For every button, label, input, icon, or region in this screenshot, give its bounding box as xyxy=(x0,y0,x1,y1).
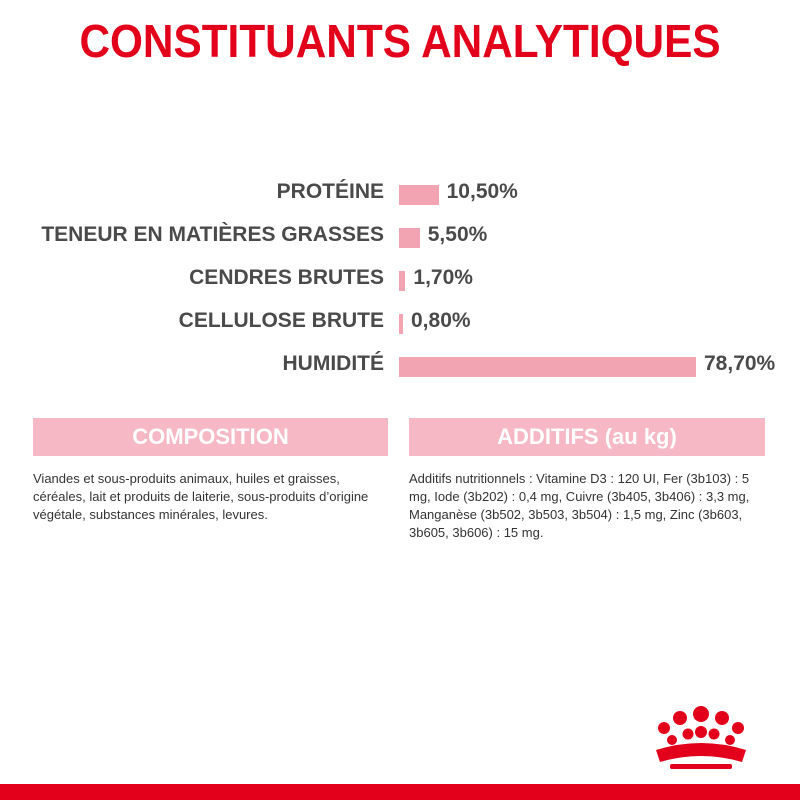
additifs-header: ADDITIFS (au kg) xyxy=(409,418,765,456)
chart-category-label: TENEUR EN MATIÈRES GRASSES xyxy=(41,223,384,246)
additifs-text: Additifs nutritionnels : Vitamine D3 : 120 UI, Fer (3b103) : 5 mg, Iode (3b202) : 0,4 mg, Cuivre (3b405, 3b406) : 3,3 mg, Manganèse (3b502, 3b503, 3b504) : 1,5 mg, Zinc (3b603, 3b605, 3b606) : 15 mg. xyxy=(409,471,750,540)
composition-text: Viandes et sous-produits animaux, huiles et graisses, céréales, lait et produits de laiterie, sous-produits d’origine végétale, substances minérales, levures. xyxy=(33,471,369,522)
chart-category-label: HUMIDITÉ xyxy=(282,352,384,375)
chart-row xyxy=(0,172,800,212)
chart-bar xyxy=(399,185,439,205)
chart-value-label: 10,50% xyxy=(446,180,518,203)
chart-row xyxy=(0,215,800,255)
chart-bar xyxy=(399,357,696,377)
chart-category-label: PROTÉINE xyxy=(276,180,384,203)
chart-row xyxy=(0,301,800,341)
royal-canin-crown-icon xyxy=(648,706,754,772)
page-title: CONSTITUANTS ANALYTIQUES xyxy=(79,15,721,67)
chart-row xyxy=(0,344,800,384)
chart-category-label: CENDRES BRUTES xyxy=(189,266,384,289)
chart-value-label: 78,70% xyxy=(704,352,776,375)
chart-value-label: 5,50% xyxy=(427,223,488,246)
chart-value-label: 1,70% xyxy=(413,266,473,289)
chart-bar xyxy=(399,228,420,248)
chart-row xyxy=(0,258,800,298)
chart-value-label: 0,80% xyxy=(411,309,471,332)
chart-bar xyxy=(399,314,403,334)
analytical-constituents-chart xyxy=(0,160,800,390)
footer-brand-band xyxy=(0,784,800,800)
composition-header: COMPOSITION xyxy=(33,418,388,456)
chart-bar xyxy=(399,271,405,291)
chart-category-label: CELLULOSE BRUTE xyxy=(178,309,384,332)
